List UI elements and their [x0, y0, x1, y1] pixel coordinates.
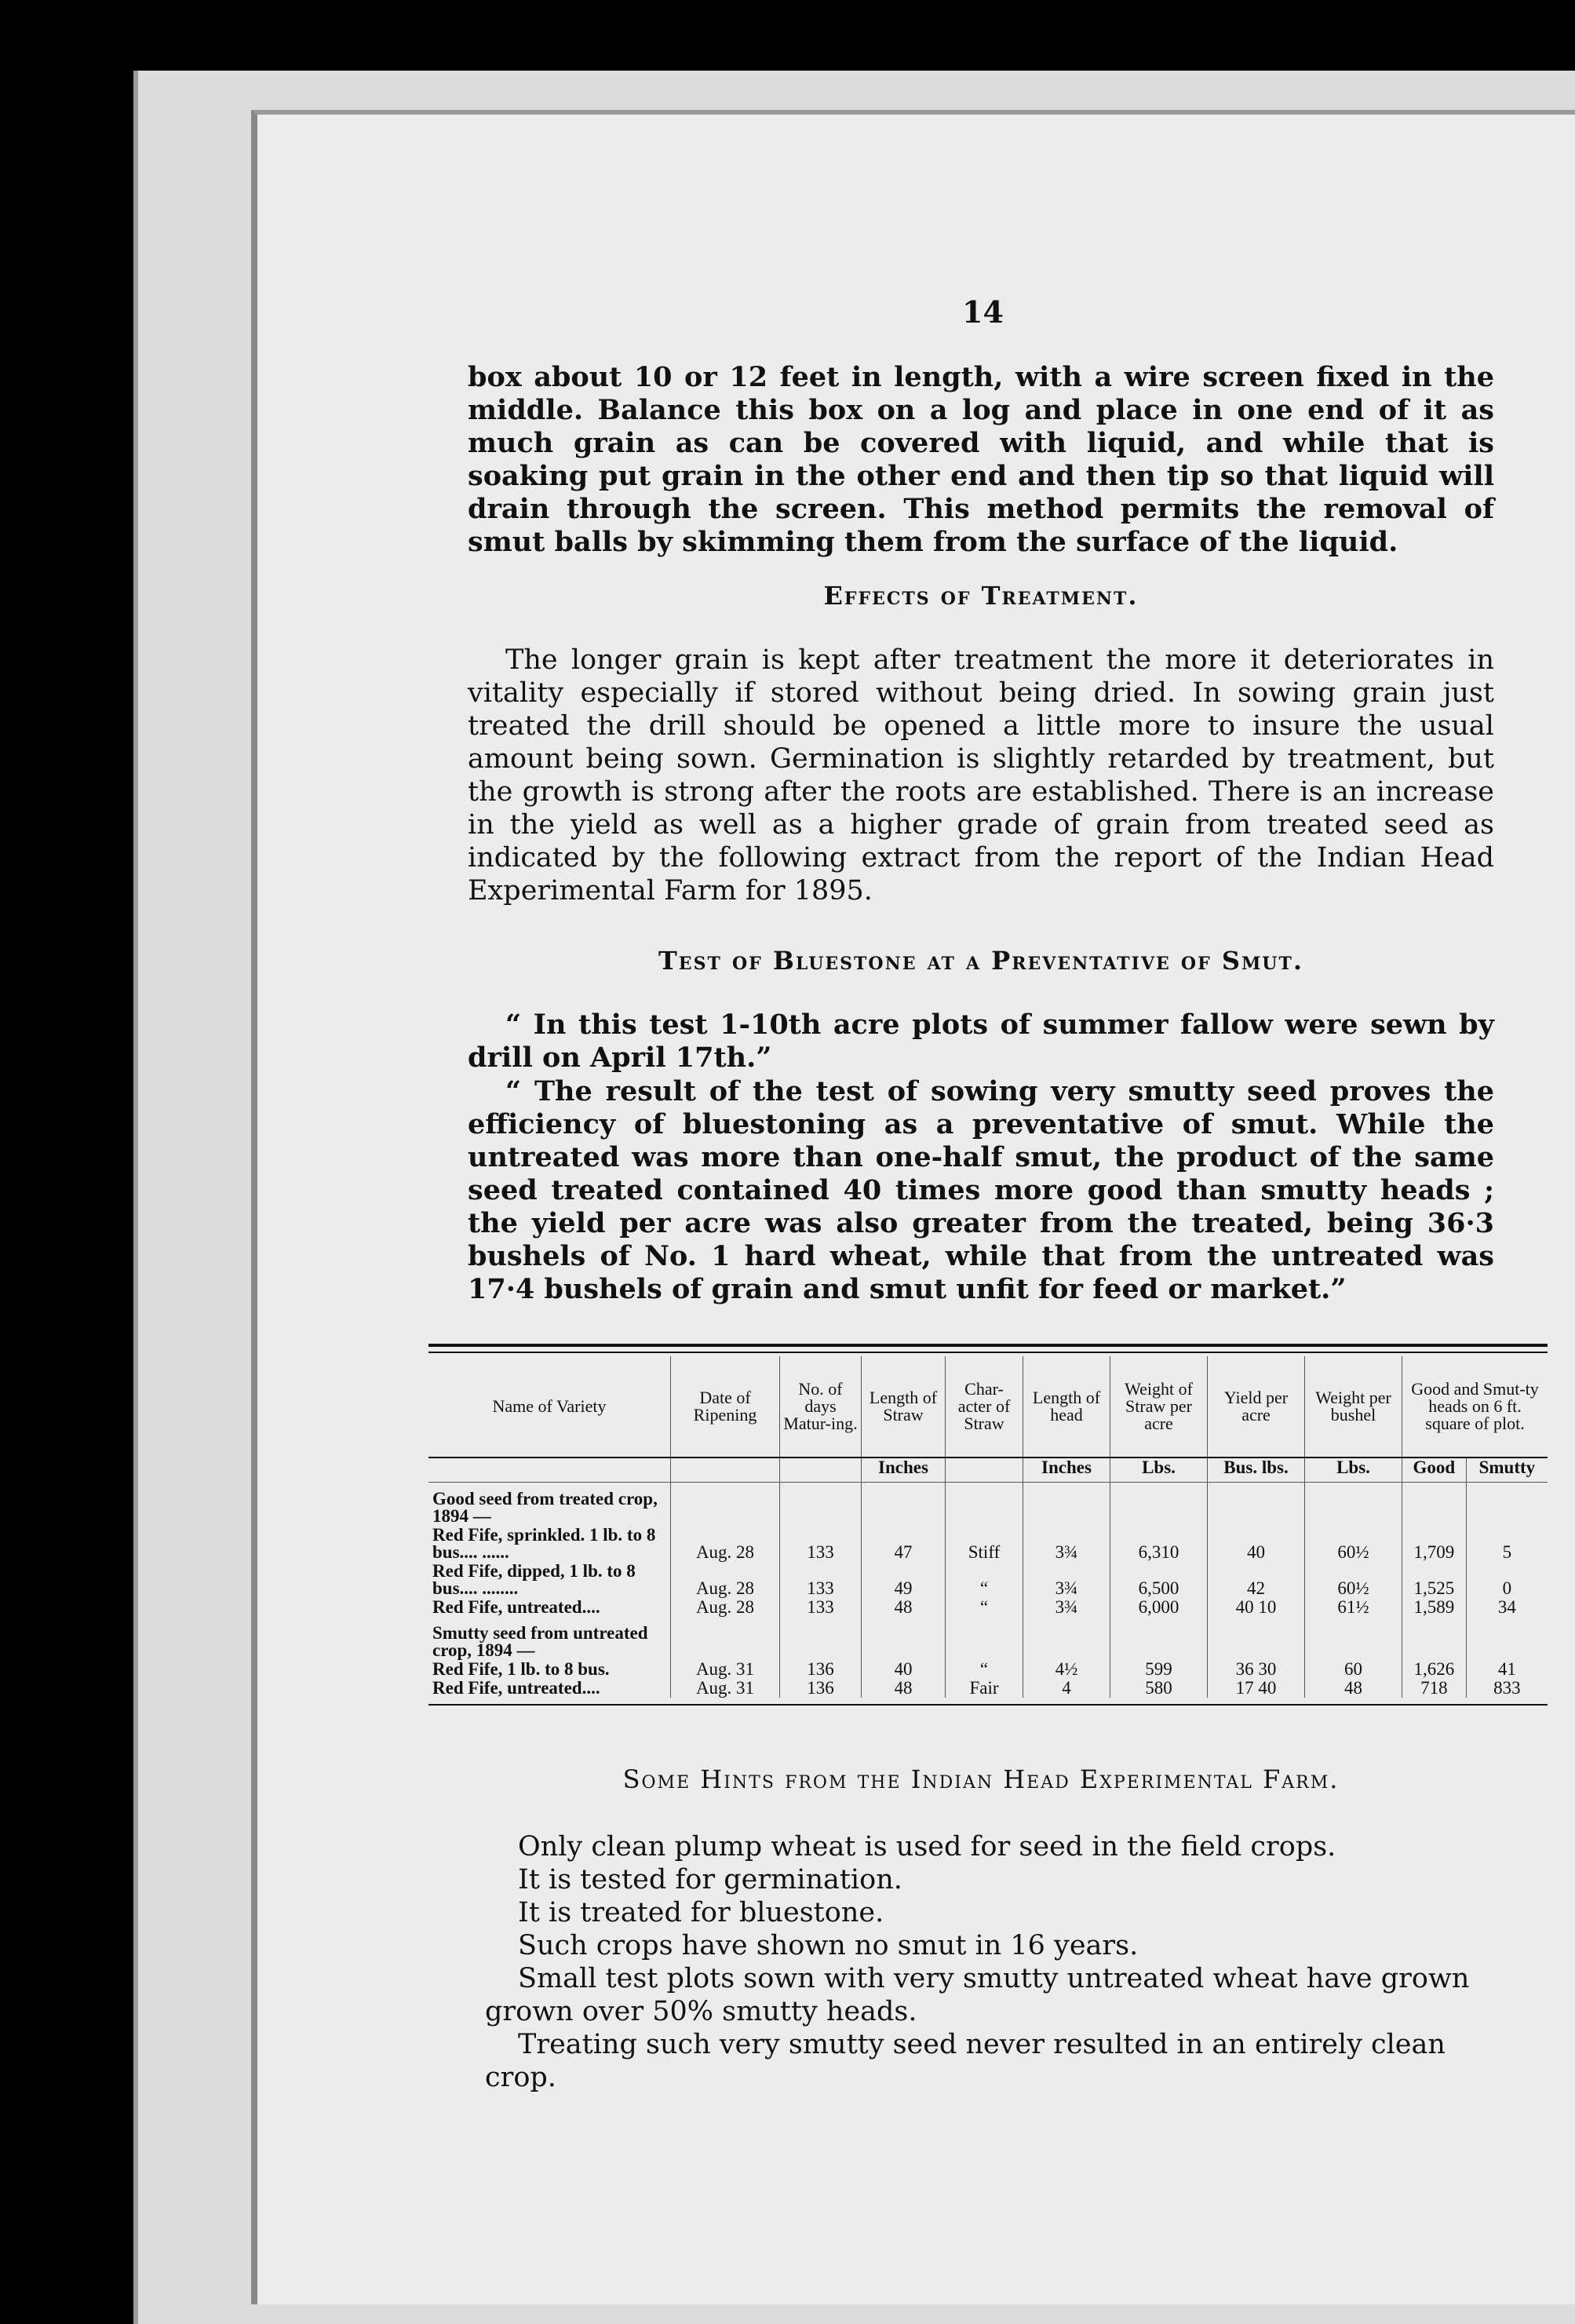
paragraph-text: “ The result of the test of sowing very smutty seed proves the efficiency of bluestoning as a preventative of smut. While the untreated was more than one-half smut, the product of the same seed treated contained 40 times more good than smutty heads ; the yield per acre was also greater from the treated, being 36·3 bushels of No. 1 hard wheat, while that from the untreated was 17·4 bushels of grain and smut unfit for feed or market.”	[468, 1075, 1494, 1305]
cell-days: 136	[780, 1679, 862, 1698]
paragraph-box-screen	[468, 361, 1494, 559]
unit-cell: Good	[1402, 1458, 1467, 1483]
cell-days: 133	[780, 1526, 862, 1562]
cell-smutty-heads: 34	[1497, 1597, 1516, 1617]
cell-yield: 42	[1208, 1562, 1305, 1598]
table-bottom-rule	[428, 1704, 1548, 1706]
cell-head-length: 4½	[1023, 1660, 1110, 1679]
unit-cell: Smutty	[1466, 1458, 1548, 1483]
cell-variety: Red Fife, untreated....	[428, 1679, 671, 1698]
col-header: Length of head	[1023, 1356, 1110, 1458]
paragraph-effects	[468, 644, 1494, 907]
cell-straw-weight: 6,000	[1110, 1598, 1208, 1617]
cell-days: 136	[780, 1660, 862, 1679]
cell-weight-bushel: 48	[1305, 1679, 1402, 1698]
cell-variety: Red Fife, untreated....	[428, 1598, 671, 1617]
col-header: Name of Variety	[428, 1356, 671, 1458]
unit-cell	[671, 1458, 780, 1483]
cell-weight-bushel: 60	[1305, 1660, 1402, 1679]
cell-date: Aug. 28	[671, 1526, 780, 1562]
cell-good-heads: 1,525	[1402, 1562, 1467, 1598]
col-header: Weight per bushel	[1305, 1356, 1402, 1458]
paragraph-text: “ In this test 1-10th acre plots of summer fallow were sewn by drill on April 17th.”	[468, 1009, 1494, 1074]
cell-head-length: 3¾	[1023, 1562, 1110, 1598]
col-header: Yield per acre	[1208, 1356, 1305, 1458]
heading-effects-of-treatment: Effects of Treatment.	[823, 581, 1139, 611]
cell-weight-bushel: 60½	[1305, 1562, 1402, 1598]
paragraph-text: The longer grain is kept after treatment the more it deteriorates in vitality especially if stored without being dried. In sowing grain just treated the drill should be opened a little more to insure the usual amount being sown. Germination is slightly retarded by treatment, but the growth is strong after the roots are established. There is an increase in the yield as well as a higher grade of grain from treated seed as indicated by the following extract from the report of the Indian Head Experimental Farm for 1895.	[468, 644, 1494, 907]
unit-cell	[780, 1458, 862, 1483]
cell-straw-character: “	[946, 1598, 1023, 1617]
table-row	[428, 1679, 1548, 1698]
cell-straw-character: Fair	[946, 1679, 1023, 1698]
cell-straw-character: “	[946, 1562, 1023, 1598]
cell-yield: 40	[1208, 1526, 1305, 1562]
page-number: 14	[962, 294, 1004, 330]
cell-straw-character: “	[946, 1660, 1023, 1679]
cell-yield: 40 10	[1208, 1598, 1305, 1617]
unit-cell	[428, 1458, 671, 1483]
group-label: Good seed from treated crop, 1894 —	[428, 1483, 671, 1527]
cell-days: 133	[780, 1562, 862, 1598]
table-top-rule	[428, 1344, 1548, 1353]
table-group-row	[428, 1483, 1548, 1527]
hint-line: Only clean plump wheat is used for seed in the field crops.	[518, 1831, 1336, 1862]
hint-line: Small test plots sown with very smutty untreated wheat have grown grown over 50% smutty heads.	[485, 1963, 1470, 2027]
cell-good-heads: 1,709	[1402, 1526, 1467, 1562]
cell-date: Aug. 28	[671, 1562, 780, 1598]
hint-line: It is treated for bluestone.	[518, 1897, 884, 1928]
cell-weight-bushel: 60½	[1305, 1526, 1402, 1562]
unit-cell: Bus. lbs.	[1208, 1458, 1305, 1483]
unit-cell: Inches	[862, 1458, 946, 1483]
table-row	[428, 1660, 1548, 1679]
cell-weight-bushel: 61½	[1305, 1598, 1402, 1617]
cell-straw-weight: 6,310	[1110, 1526, 1208, 1562]
cell-straw-weight: 580	[1110, 1679, 1208, 1698]
cell-straw-length: 48	[862, 1679, 946, 1698]
unit-cell: Lbs.	[1110, 1458, 1208, 1483]
cell-straw-weight: 599	[1110, 1660, 1208, 1679]
table-row	[428, 1598, 1548, 1617]
col-header: Weight of Straw per acre	[1110, 1356, 1208, 1458]
group-label: Smutty seed from untreated crop, 1894 —	[428, 1617, 671, 1660]
table-row	[428, 1526, 1548, 1562]
quote-test-plots	[468, 1009, 1494, 1074]
col-header: Good and Smut-ty heads on 6 ft. square of plot.	[1402, 1356, 1548, 1458]
cell-yield: 17 40	[1208, 1679, 1305, 1698]
cell-straw-weight: 6,500	[1110, 1562, 1208, 1598]
cell-good-heads: 718	[1402, 1679, 1467, 1698]
cell-variety: Red Fife, 1 lb. to 8 bus.	[428, 1660, 671, 1679]
cell-days: 133	[780, 1598, 862, 1617]
cell-straw-length: 47	[862, 1526, 946, 1562]
cell-straw-character: Stiff	[946, 1526, 1023, 1562]
cell-straw-length: 49	[862, 1562, 946, 1598]
cell-head-length: 4	[1023, 1679, 1110, 1698]
hints-list	[485, 1830, 1497, 2094]
heading-test-of-bluestone: Test of Bluestone at a Preventative of Smut.	[658, 946, 1304, 976]
cell-head-length: 3¾	[1023, 1526, 1110, 1562]
unit-cell	[946, 1458, 1023, 1483]
table-row	[428, 1562, 1548, 1598]
col-header: No. of days Matur-ing.	[780, 1356, 862, 1458]
col-header: Date of Ripening	[671, 1356, 780, 1458]
table-units-row	[428, 1458, 1548, 1483]
cell-smutty-heads: 41	[1497, 1659, 1516, 1679]
cell-good-heads: 1,626	[1402, 1660, 1467, 1679]
cell-smutty-heads: 5	[1502, 1542, 1512, 1562]
variety-table-container	[428, 1344, 1548, 1706]
cell-date: Aug. 31	[671, 1679, 780, 1698]
heading-some-hints: Some Hints from the Indian Head Experimental Farm.	[622, 1764, 1340, 1794]
cell-variety: Red Fife, dipped, 1 lb. to 8 bus.... ........	[428, 1562, 671, 1598]
cell-straw-length: 48	[862, 1598, 946, 1617]
paragraph-text: box about 10 or 12 feet in length, with a wire screen fixed in the middle. Balance this box on a log and place in one end of it as much grain as can be covered with liquid, and while that is soaking put grain in the other end and then tip so that liquid will drain through the screen. This method permits the removal of smut balls by skimming them from the surface of the liquid.	[468, 361, 1494, 558]
hint-line: Such crops have shown no smut in 16 years.	[518, 1930, 1139, 1961]
cell-straw-length: 40	[862, 1660, 946, 1679]
table-header-row	[428, 1356, 1548, 1458]
cell-date: Aug. 28	[671, 1598, 780, 1617]
cell-head-length: 3¾	[1023, 1598, 1110, 1617]
cell-date: Aug. 31	[671, 1660, 780, 1679]
table-group-row	[428, 1617, 1548, 1660]
cell-good-heads: 1,589	[1402, 1598, 1467, 1617]
cell-smutty-heads: 833	[1493, 1678, 1521, 1698]
cell-smutty-heads: 0	[1502, 1578, 1512, 1598]
variety-results-table	[428, 1356, 1548, 1698]
unit-cell: Lbs.	[1305, 1458, 1402, 1483]
col-header: Length of Straw	[862, 1356, 946, 1458]
quote-test-result	[468, 1075, 1494, 1306]
col-header: Char-acter of Straw	[946, 1356, 1023, 1458]
hint-line: It is tested for germination.	[518, 1864, 902, 1895]
unit-cell: Inches	[1023, 1458, 1110, 1483]
cell-variety: Red Fife, sprinkled. 1 lb. to 8 bus.... ......	[428, 1526, 671, 1562]
hint-line: Treating such very smutty seed never resulted in an entirely clean crop.	[485, 2029, 1446, 2093]
cell-yield: 36 30	[1208, 1660, 1305, 1679]
